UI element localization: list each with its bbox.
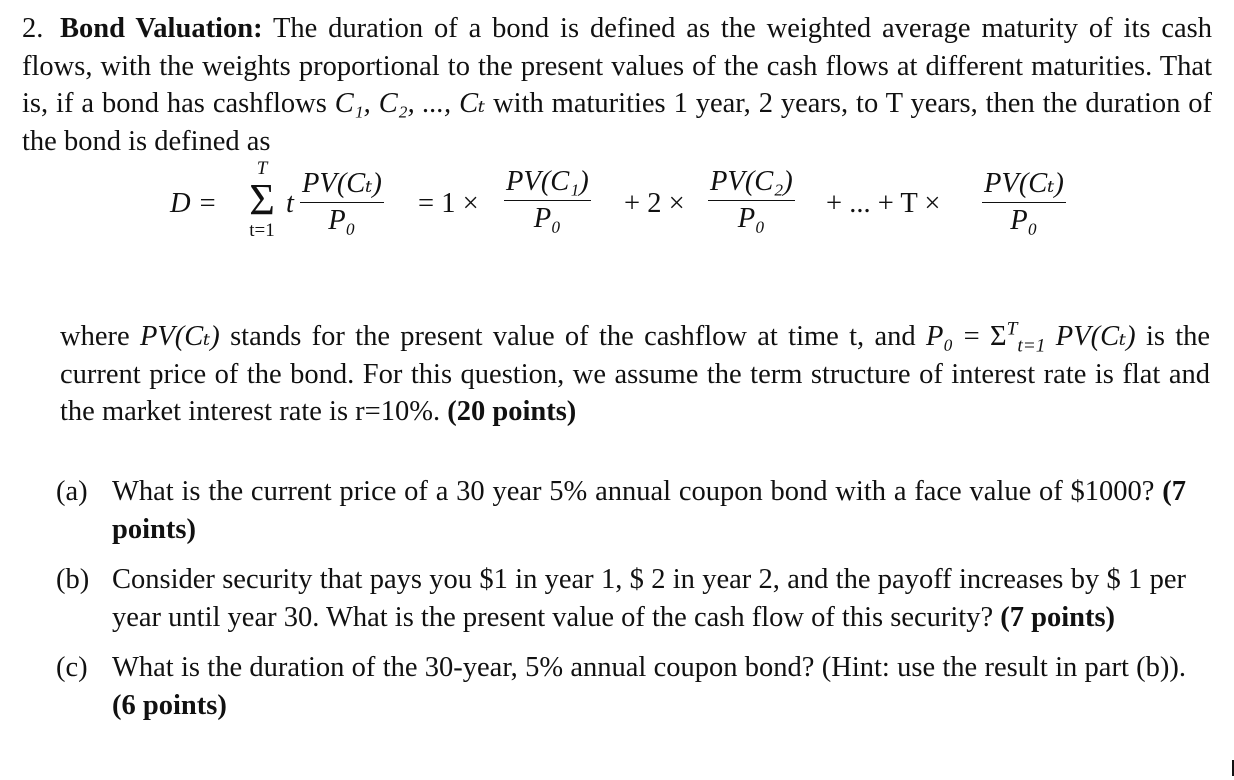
eq-equals-1x: = 1 × (418, 188, 479, 219)
problem-header (22, 10, 1212, 160)
eq-lhs: D = (170, 188, 217, 219)
eq-frac-1-num: PV(C₁) (504, 166, 591, 201)
eq-frac-T-num: PV(Cₜ) (982, 166, 1066, 203)
def-text-b: stands for the present value of the cashflow at time t, and (230, 321, 916, 352)
sigma-symbol: Σ (249, 175, 275, 224)
eq-sum-term: t (286, 188, 294, 219)
sub-question-label: (a) (56, 476, 88, 507)
eq-summation (240, 158, 284, 242)
sub-question-text: Consider security that pays you $1 in year 1, $ 2 in year 2, and the payoff increases by $ 1 per year until year 30. What is the present value of the cash flow of this security? (112, 564, 1186, 633)
sub-question-b (56, 561, 1186, 636)
sub-question-points: (6 points) (112, 689, 227, 721)
sub-question-points: (7 points) (112, 476, 1186, 545)
def-equals: = (963, 321, 980, 352)
def-sum (990, 318, 1046, 356)
eq-frac-2-num: PV(C₂) (708, 166, 795, 201)
eq-plus-dots-Tx: + ... + T × (826, 188, 941, 219)
sub-question-text: What is the current price of a 30 year 5% annual coupon bond with a face value of $1000? (112, 476, 1155, 507)
def-pv-ct-2: PV(Cₜ) (1055, 321, 1136, 352)
sub-questions (56, 473, 1186, 737)
def-text-c: is the current price of the bond. For this question, we assume the term structure of interest rate is flat and the market interest rate is r=10%. (60, 321, 1211, 427)
sub-question-a (56, 473, 1186, 548)
eq-frac-t-den: P₀ (328, 205, 356, 236)
definition-paragraph (60, 318, 1210, 431)
problem-intro: The duration of a bond is defined as the weighted average maturity of its cash flows, with the weights proportional to the present values of the cash flows at different maturities. That is, if a bond has cashflows (22, 13, 1212, 119)
def-sum-upper: T (1006, 318, 1018, 340)
def-points: (20 points) (447, 396, 577, 427)
eq-frac-2 (708, 166, 795, 235)
sub-question-text: What is the duration of the 30-year, 5% annual coupon bond? (Hint: use the result in part (b)). (112, 652, 1186, 683)
eq-frac-1-den: P₀ (533, 203, 562, 234)
def-pv-ct: PV(Cₜ) (139, 321, 220, 352)
eq-sum-upper: T (256, 158, 268, 179)
def-p0: P₀ (925, 321, 954, 352)
eq-sum-lower: t=1 (249, 220, 275, 241)
sub-question-points: (7 points) (1000, 601, 1116, 633)
eq-frac-T (982, 166, 1066, 237)
eq-frac-t (300, 166, 384, 237)
def-sigma: Σ (989, 321, 1007, 352)
eq-frac-t-num: PV(Cₜ) (300, 166, 384, 203)
problem-intro-tail: with maturities 1 year, 2 years, to T years, then the duration of the bond is defined as (22, 88, 1213, 157)
eq-frac-1 (504, 166, 591, 235)
eq-frac-T-den: P₀ (1010, 205, 1038, 236)
sub-question-label: (b) (56, 564, 90, 595)
problem-number: 2. (22, 13, 44, 44)
def-sum-lower: t=1 (1017, 335, 1046, 357)
def-text-a: where (60, 321, 130, 352)
cashflow-list: C₁, C₂, ..., Cₜ (334, 88, 486, 119)
sub-question-c (56, 649, 1186, 724)
eq-frac-2-den: P₀ (737, 203, 766, 234)
problem-title: Bond Valuation: (60, 13, 263, 44)
eq-plus-2x: + 2 × (624, 188, 685, 219)
sub-question-label: (c) (56, 652, 88, 683)
